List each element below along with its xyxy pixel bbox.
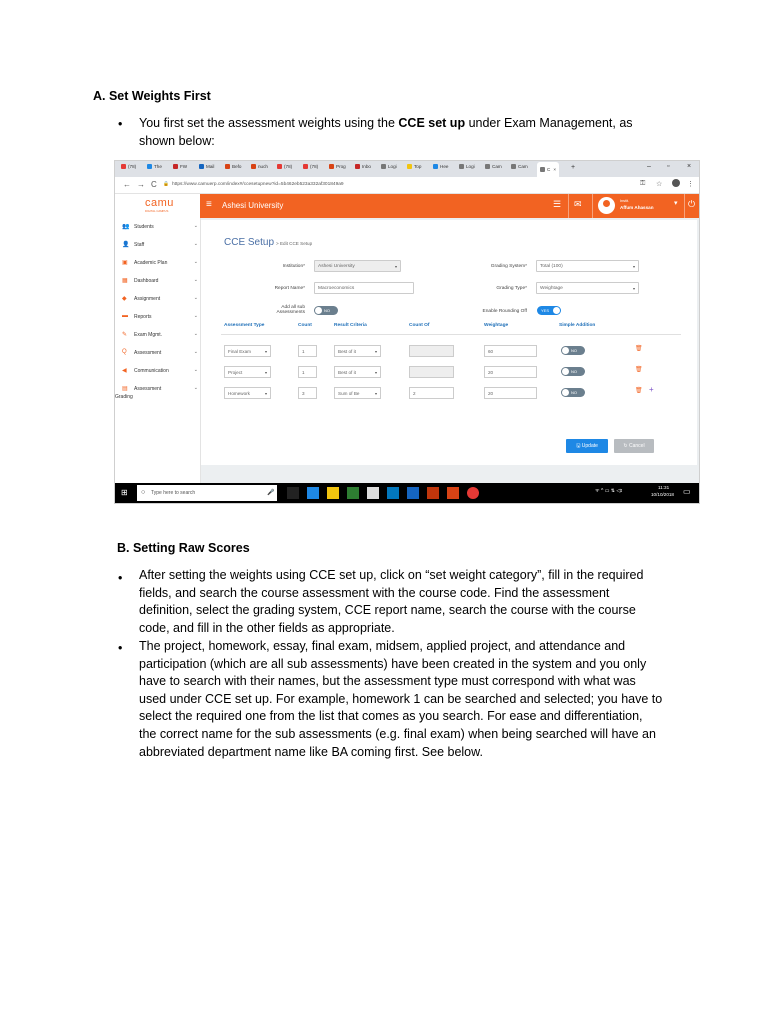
row3-simple-toggle[interactable]: NO <box>561 388 585 397</box>
browser-tab[interactable]: (78) <box>277 164 292 175</box>
section-b-paragraph-1: After setting the weights using CCE set up, click on “set weight category”, fill in the required fields, and search the course assessment with the course code. Find the assessment definition, select the grading system, CCE report name, search the course with the course code, and fill in the other fields as appropriate. <box>139 568 644 635</box>
browser-tab[interactable]: Logi <box>381 164 397 175</box>
browser-tab[interactable]: Befo <box>225 164 241 175</box>
browser-tab[interactable]: Hee <box>433 164 448 175</box>
institution-select[interactable]: Ashesi University ▾ <box>314 260 401 272</box>
notification-icon[interactable]: ▭ <box>683 487 691 496</box>
grading-type-select[interactable]: Weightage ▾ <box>536 282 639 294</box>
browser-tab[interactable]: Inbo <box>355 164 371 175</box>
chevron-down-icon: ▾ <box>632 286 635 291</box>
trash-icon[interactable]: 🗑 <box>635 346 643 352</box>
browser-tab[interactable]: Logi <box>459 164 475 175</box>
row3-weightage-input[interactable]: 20 <box>484 387 537 399</box>
browser-tab-bar <box>115 161 699 177</box>
browser-tab[interactable]: Mail <box>199 164 214 175</box>
tab-favicon-icon <box>277 164 282 169</box>
cce-setup-card <box>201 220 697 465</box>
close-tab-icon: × <box>553 167 557 172</box>
back-icon[interactable]: ← <box>123 180 131 189</box>
browser-tab[interactable]: Cam <box>485 164 502 175</box>
row3-count-input[interactable]: 3 <box>298 387 317 399</box>
chevron-down-icon: ⌄ <box>193 277 198 283</box>
browser-tab[interactable]: (78) <box>303 164 318 175</box>
key-icon[interactable]: ⚿ <box>640 180 646 187</box>
add-row-icon[interactable]: + <box>649 385 654 394</box>
tab-favicon-icon <box>459 164 464 169</box>
windows-start-icon[interactable]: ⊞ <box>121 488 128 497</box>
row2-criteria-select[interactable]: Best of it ▾ <box>334 366 381 378</box>
word-icon[interactable] <box>407 487 419 499</box>
browser-tab[interactable]: The <box>147 164 162 175</box>
row1-count-input[interactable]: 1 <box>298 345 317 357</box>
row2-type-select[interactable]: Project ▾ <box>224 366 271 378</box>
dashboard-icon: ▦ <box>122 278 128 284</box>
file-explorer-icon[interactable] <box>327 487 339 499</box>
list-icon[interactable]: ☰ <box>553 199 562 209</box>
col-assessment-type: Assessment Type <box>224 323 265 328</box>
row1-simple-toggle[interactable]: NO <box>561 346 585 355</box>
new-tab-icon[interactable]: + <box>571 164 576 171</box>
rounding-toggle[interactable]: YES <box>537 306 561 315</box>
sidebar-item-staff[interactable]: 👤 Staff ⌄ <box>122 241 198 248</box>
chevron-down-icon: ▾ <box>374 391 377 396</box>
close-window-icon[interactable]: × <box>687 163 692 170</box>
tab-favicon-icon <box>121 164 126 169</box>
forward-icon[interactable]: → <box>137 180 145 189</box>
tab-favicon-icon <box>173 164 178 169</box>
chevron-down-icon: ⌄ <box>193 295 198 301</box>
main-content <box>201 218 699 483</box>
chevron-down-icon: ⌄ <box>193 241 198 247</box>
minimize-icon[interactable]: – <box>647 163 651 170</box>
sidebar <box>115 218 201 483</box>
power-icon[interactable]: ⏻ <box>688 199 696 209</box>
app-icon[interactable] <box>387 487 399 499</box>
store-icon[interactable] <box>347 487 359 499</box>
chevron-down-icon: ▾ <box>264 391 267 396</box>
row3-criteria-select[interactable]: Sum of Be ▾ <box>334 387 381 399</box>
browser-tab[interactable]: Cam <box>511 164 528 175</box>
sidebar-item-students[interactable]: 👥 Students ⌄ <box>122 223 198 230</box>
tab-favicon-icon <box>485 164 490 169</box>
chrome-icon[interactable] <box>467 487 479 499</box>
sidebar-item-dashboard[interactable]: ▦ Dashboard ⌄ <box>122 277 198 284</box>
tab-favicon-icon <box>147 164 152 169</box>
user-role: Instit. <box>620 199 630 203</box>
page-title: CCE Setup <box>224 237 275 248</box>
grading-system-select[interactable]: Total (100) ▾ <box>536 260 639 272</box>
chevron-down-icon: ⌄ <box>193 331 198 337</box>
col-result-criteria: Result Criteria <box>334 323 367 328</box>
grading-system-label: Grading System* <box>490 264 527 269</box>
url-field[interactable]: 🔒 https://www.camuerp.com/index#/ccesetupnew?id=5b462eb523a332af301849a9 <box>163 182 344 187</box>
tab-favicon-icon <box>407 164 412 169</box>
sidebar-item-exam-mgmt[interactable]: ✎ Exam Mgmt. ⌄ <box>122 331 198 338</box>
row2-count-input[interactable]: 1 <box>298 366 317 378</box>
chevron-down-icon: ▾ <box>374 349 377 354</box>
report-name-input[interactable]: Macroeconomics <box>314 282 414 294</box>
browser-tab[interactable]: FW <box>173 164 187 175</box>
browser-tab[interactable]: nuch <box>251 164 268 175</box>
institution-title: Ashesi University <box>222 201 284 210</box>
clock-time[interactable]: 11:31 <box>658 485 670 490</box>
maximize-icon[interactable]: ▫ <box>667 163 670 170</box>
reports-icon: ▬ <box>122 313 128 319</box>
col-count: Count <box>298 323 312 328</box>
header-bar <box>200 194 699 218</box>
students-icon: 👥 <box>122 224 130 230</box>
add-all-sub-toggle[interactable]: NO <box>314 306 338 315</box>
mail-app-icon[interactable] <box>367 487 379 499</box>
app-icon-2[interactable] <box>427 487 439 499</box>
row3-count-of-input[interactable]: 2 <box>409 387 454 399</box>
chevron-down-icon: ▾ <box>632 264 635 269</box>
sidebar-item-reports[interactable]: ▬ Reports ⌄ <box>122 313 198 320</box>
tab-favicon-icon <box>540 167 545 172</box>
refresh-icon: ↻ <box>623 443 628 449</box>
star-icon[interactable]: ☆ <box>656 181 663 188</box>
cancel-button[interactable]: ↻ Cancel <box>614 439 654 453</box>
tab-favicon-icon <box>225 164 230 169</box>
sidebar-item-communication[interactable]: ◀ Communication ⌄ <box>122 367 198 374</box>
user-name[interactable]: Affum Ahassan <box>620 205 654 210</box>
tab-favicon-icon <box>355 164 360 169</box>
tab-favicon-icon <box>511 164 516 169</box>
address-bar <box>115 177 699 194</box>
browser-tab[interactable]: Prog <box>329 164 346 175</box>
section-b-heading: B. Setting Raw Scores <box>117 541 250 555</box>
institution-label: Institution* <box>282 264 305 269</box>
menu-icon[interactable]: ≡ <box>206 199 212 210</box>
add-all-sub-label: Add all sub Assessments <box>276 305 305 315</box>
chevron-down-icon: ▾ <box>394 264 397 269</box>
avatar[interactable] <box>598 197 615 214</box>
grading-icon: ▤ <box>122 386 128 392</box>
chevron-down-icon[interactable]: ▾ <box>674 200 678 207</box>
row1-type-select[interactable]: Final Exam ▾ <box>224 345 271 357</box>
report-name-label: Report Name* <box>274 286 305 291</box>
col-weightage: Weightage <box>484 323 509 328</box>
browser-tab[interactable]: C × <box>537 162 559 177</box>
section-b-paragraph-2: The project, homework, essay, final exam, midsem, applied project, and attendance and participation (which are all sub assessments) have been created in the system and you only have to search with their names, but the assessment type must correspond with what was used under CCE set up. For example, homework 1 can be searched and selected; you have to select the required one from the list that comes as you search. For ease and differentiation, the correct name for the sub assessments (e.g. final exam) when being searched will have an abbreviated department name like BA coming first. See below. <box>139 639 663 759</box>
row3-type-select[interactable]: Homework ▾ <box>224 387 271 399</box>
more-icon[interactable]: ⋮ <box>687 181 694 188</box>
staff-icon: 👤 <box>122 242 130 248</box>
tab-favicon-icon <box>251 164 256 169</box>
tab-favicon-icon <box>199 164 204 169</box>
sidebar-item-assignment[interactable]: ◆ Assignment ⌄ <box>122 295 198 302</box>
search-icon: ○ <box>141 489 146 496</box>
powerpoint-icon[interactable] <box>447 487 459 499</box>
section-a-heading: A. Set Weights First <box>93 89 211 103</box>
chevron-down-icon: ⌄ <box>193 223 198 229</box>
system-tray[interactable]: ᯤ ^ ▭ ⇅ ◁ɪ <box>595 488 623 494</box>
clock-date[interactable]: 10/10/2018 <box>651 492 674 497</box>
grading-type-label: Grading Type* <box>496 286 527 291</box>
embedded-screenshot <box>114 160 700 504</box>
chevron-down-icon: ⌄ <box>193 367 198 373</box>
task-view-icon[interactable] <box>287 487 299 499</box>
trash-icon[interactable]: 🗑 <box>635 388 643 394</box>
browser-tab[interactable]: (78) <box>121 164 136 175</box>
row2-weightage-input[interactable]: 20 <box>484 366 537 378</box>
windows-taskbar <box>115 483 699 503</box>
section-a-paragraph: You first set the assessment weights using the CCE set up under Exam Management, as shown below: <box>139 116 633 148</box>
row1-criteria-select[interactable]: Best of it ▾ <box>334 345 381 357</box>
chevron-down-icon: ▾ <box>264 370 267 375</box>
exam-mgmt-icon: ✎ <box>122 332 128 338</box>
row1-count-of-input[interactable] <box>409 345 454 357</box>
assignment-icon: ◆ <box>122 296 127 302</box>
reload-icon[interactable]: C <box>151 180 157 189</box>
rounding-label: Enable Rounding Off <box>482 309 527 314</box>
chevron-down-icon: ⌄ <box>193 313 198 319</box>
row2-simple-toggle[interactable]: NO <box>561 367 585 376</box>
lock-icon: 🔒 <box>163 182 169 187</box>
sidebar-item-assessment[interactable]: Q Assessment ⌄ <box>122 349 198 356</box>
chevron-down-icon: ⌄ <box>193 349 198 355</box>
app-header <box>115 194 699 218</box>
update-button[interactable]: 🖫 Update <box>566 439 608 453</box>
assessment-icon: Q <box>122 349 127 355</box>
chevron-down-icon: ▾ <box>374 370 377 375</box>
col-count-of: Count Of <box>409 323 430 328</box>
sidebar-item-assessment-grading[interactable]: ▤ Assessment ⌄ Grading <box>115 385 198 400</box>
trash-icon[interactable]: 🗑 <box>635 367 643 373</box>
tab-favicon-icon <box>433 164 438 169</box>
camu-logo: camu DIGITAL CAMPUS <box>115 194 201 218</box>
browser-tab[interactable]: Top <box>407 164 421 175</box>
bullet: • <box>118 571 123 585</box>
communication-icon: ◀ <box>122 368 127 374</box>
mic-icon[interactable]: 🎤 <box>267 490 275 496</box>
save-icon: 🖫 <box>576 443 581 449</box>
row1-weightage-input[interactable]: 60 <box>484 345 537 357</box>
row2-count-of-input[interactable] <box>409 366 454 378</box>
edge-icon[interactable] <box>307 487 319 499</box>
bullet: • <box>118 641 123 655</box>
chevron-down-icon: ⌄ <box>193 259 198 265</box>
mail-icon[interactable]: ✉ <box>574 199 582 209</box>
chevron-down-icon: ⌄ <box>193 385 198 391</box>
tab-favicon-icon <box>329 164 334 169</box>
chevron-down-icon: ▾ <box>264 349 267 354</box>
breadcrumb[interactable]: > Edit CCE Setup <box>276 241 313 246</box>
tab-favicon-icon <box>303 164 308 169</box>
tab-favicon-icon <box>381 164 386 169</box>
bullet: • <box>118 117 123 131</box>
academic-plan-icon: ▣ <box>122 260 128 266</box>
taskbar-search[interactable]: ○ Type here to search <box>137 485 277 501</box>
profile-icon[interactable] <box>672 179 680 187</box>
sidebar-item-academic-plan[interactable]: ▣ Academic Plan ⌄ <box>122 259 198 266</box>
col-simple-addition: Simple Addition <box>559 323 596 328</box>
